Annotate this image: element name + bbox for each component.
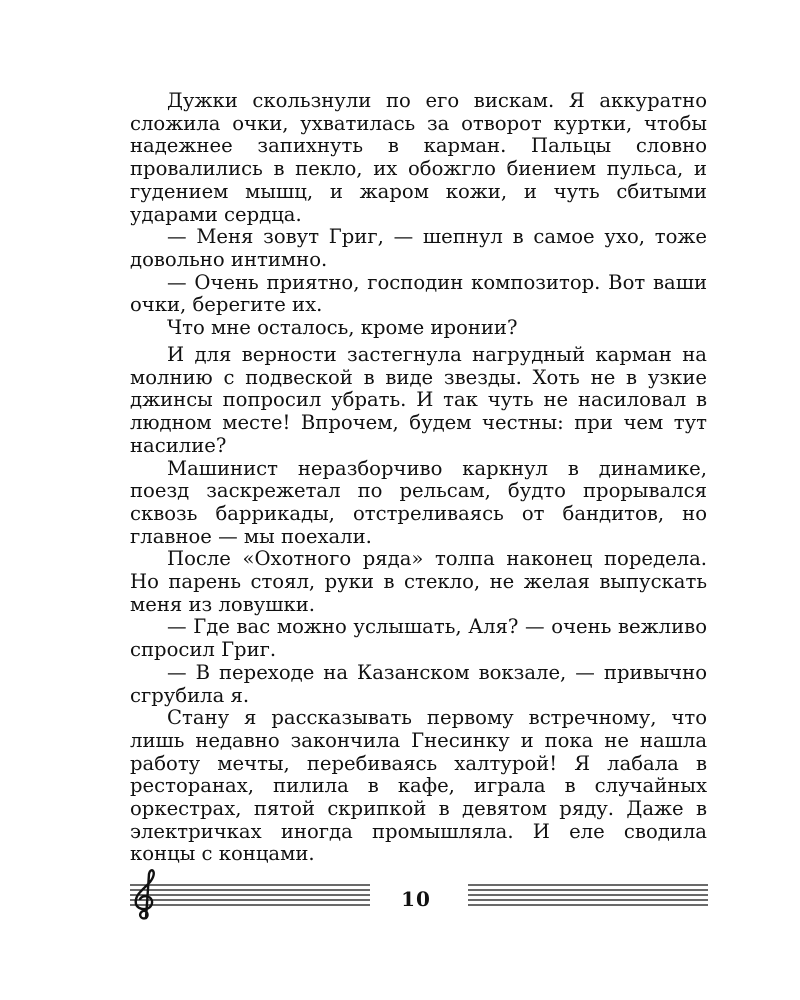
paragraph: Стану я рассказывать первому встречному, что лишь недавно закончила Гнесинку и пока не нашла работу мечты, перебиваясь халтурой! Я лабала в ресторанах, пилила в кафе, играла в случайных оркестрах, пятой скрипкой в девятом ряду. Даже в электричках иногда промышляла. И еле сводила концы с концами. — [130, 706, 707, 866]
page-footer — [130, 868, 708, 928]
treble-clef-icon — [136, 870, 154, 918]
text-section-bottom — [130, 344, 707, 866]
text-section-top — [130, 90, 707, 340]
paragraph: Что мне осталось, кроме иронии? — [167, 316, 518, 340]
paragraph: — В переходе на Казанском вокзале, — привычно сгрубила я. — [130, 660, 707, 707]
paragraph: Дужки скользнули по его вискам. Я аккуратно сложила очки, ухватилась за отворот куртки, чтобы надежнее запихнуть в карман. Пальцы словно провалились в пекло, их обожгло биением пульса, и гудением мышц, и жаром кожи, и чуть сбитыми ударами сердца. — [130, 89, 707, 226]
page-number: 10 — [376, 887, 456, 911]
paragraph: — Где вас можно услышать, Аля? — очень вежливо спросил Григ. — [130, 615, 707, 662]
paragraph: Машинист неразборчиво каркнул в динамике, поезд заскрежетал по рельсам, будто прорывался сквозь баррикады, отстреливаясь от бандитов, но главное — мы поехали. — [130, 456, 707, 548]
paragraph: — Меня зовут Григ, — шепнул в самое ухо, тоже довольно интимно. — [130, 225, 707, 271]
paragraph: После «Охотного ряда» толпа наконец поредела. Но парень стоял, руки в стекло, не желая выпускать меня из ловушки. — [130, 547, 707, 616]
paragraph: — Очень приятно, господин композитор. Вот ваши очки, берегите их. — [130, 270, 707, 317]
paragraph: И для верности застегнула нагрудный карман на молнию с подвеской в виде звезды. Хоть не в узкие джинсы попросил убрать. И так чуть не насиловал в людном месте! Впрочем, будем честны: при чем тут насилие? — [130, 343, 707, 457]
